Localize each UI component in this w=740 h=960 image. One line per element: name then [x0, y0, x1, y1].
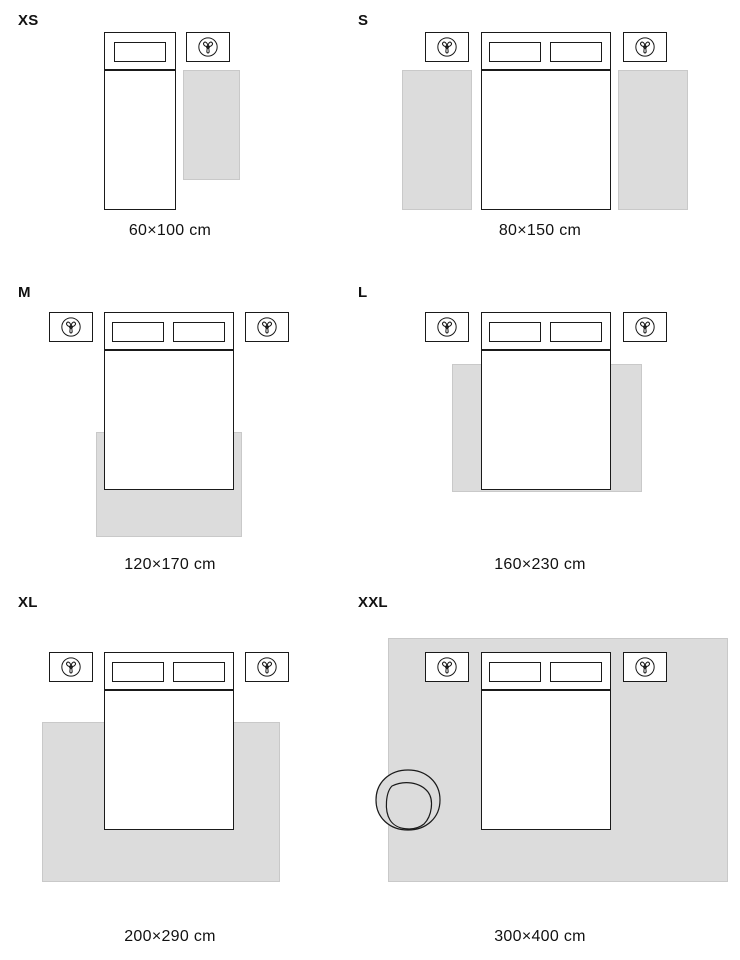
pillow-xs-1: [114, 42, 166, 62]
scene-xxl: [340, 642, 740, 912]
size-cell-m: [0, 272, 340, 592]
lamp-icon: [634, 656, 656, 678]
nightstand-xl-left: [49, 652, 93, 682]
nightstand-xl-right: [245, 652, 289, 682]
pillow-m-2: [173, 322, 225, 342]
pillow-xl-1: [112, 662, 164, 682]
nightstand-xxl-left: [425, 652, 469, 682]
pillow-xl-2: [173, 662, 225, 682]
pillow-xxl-1: [489, 662, 541, 682]
size-label-xl: XL: [18, 594, 38, 611]
dimension-label-xl: 200×290 cm: [124, 928, 216, 945]
dimension-label-l: 160×230 cm: [494, 556, 586, 573]
pillow-s-1: [489, 42, 541, 62]
pillow-xxl-2: [550, 662, 602, 682]
size-label-xxl: XXL: [358, 594, 388, 611]
lamp-icon: [634, 36, 656, 58]
nightstand-l-right: [623, 312, 667, 342]
lamp-icon: [256, 656, 278, 678]
dimension-label-m: 120×170 cm: [124, 556, 216, 573]
bed-s: [481, 70, 611, 210]
pillow-s-2: [550, 42, 602, 62]
pillow-m-1: [112, 322, 164, 342]
dimension-label-xxl: 300×400 cm: [494, 928, 586, 945]
armchair-icon: [362, 760, 454, 840]
scene-l: [340, 302, 740, 542]
scene-xl: [0, 642, 340, 912]
nightstand-s-left: [425, 32, 469, 62]
size-cell-l: [340, 272, 740, 592]
nightstand-xs-1: [186, 32, 230, 62]
size-cell-xs: [0, 0, 340, 260]
nightstand-m-right: [245, 312, 289, 342]
lamp-icon: [634, 316, 656, 338]
lamp-icon: [436, 656, 458, 678]
size-label-m: M: [18, 284, 31, 301]
size-cell-xxl: [340, 580, 740, 960]
bed-xxl: [481, 690, 611, 830]
pillow-l-2: [550, 322, 602, 342]
scene-s: [340, 22, 740, 202]
bed-xs: [104, 70, 176, 210]
nightstand-s-right: [623, 32, 667, 62]
size-label-l: L: [358, 284, 368, 301]
size-label-xs: XS: [18, 12, 39, 29]
nightstand-m-left: [49, 312, 93, 342]
lamp-icon: [60, 656, 82, 678]
bed-xl: [104, 690, 234, 830]
lamp-icon: [436, 316, 458, 338]
lamp-icon: [436, 36, 458, 58]
scene-m: [0, 302, 340, 542]
rug-s-left: [402, 70, 472, 210]
dimension-label-xs: 60×100 cm: [128, 222, 212, 239]
nightstand-l-left: [425, 312, 469, 342]
lamp-icon: [60, 316, 82, 338]
size-label-s: S: [358, 12, 369, 29]
size-cell-s: [340, 0, 740, 260]
rug-xs: [183, 70, 240, 180]
bed-l: [481, 350, 611, 490]
nightstand-xxl-right: [623, 652, 667, 682]
armchair-xxl: [362, 760, 454, 840]
size-cell-xl: [0, 580, 340, 960]
rug-s-right: [618, 70, 688, 210]
scene-xs: [0, 22, 340, 202]
lamp-icon: [197, 36, 219, 58]
lamp-icon: [256, 316, 278, 338]
bed-m: [104, 350, 234, 490]
pillow-l-1: [489, 322, 541, 342]
dimension-label-s: 80×150 cm: [498, 222, 582, 239]
